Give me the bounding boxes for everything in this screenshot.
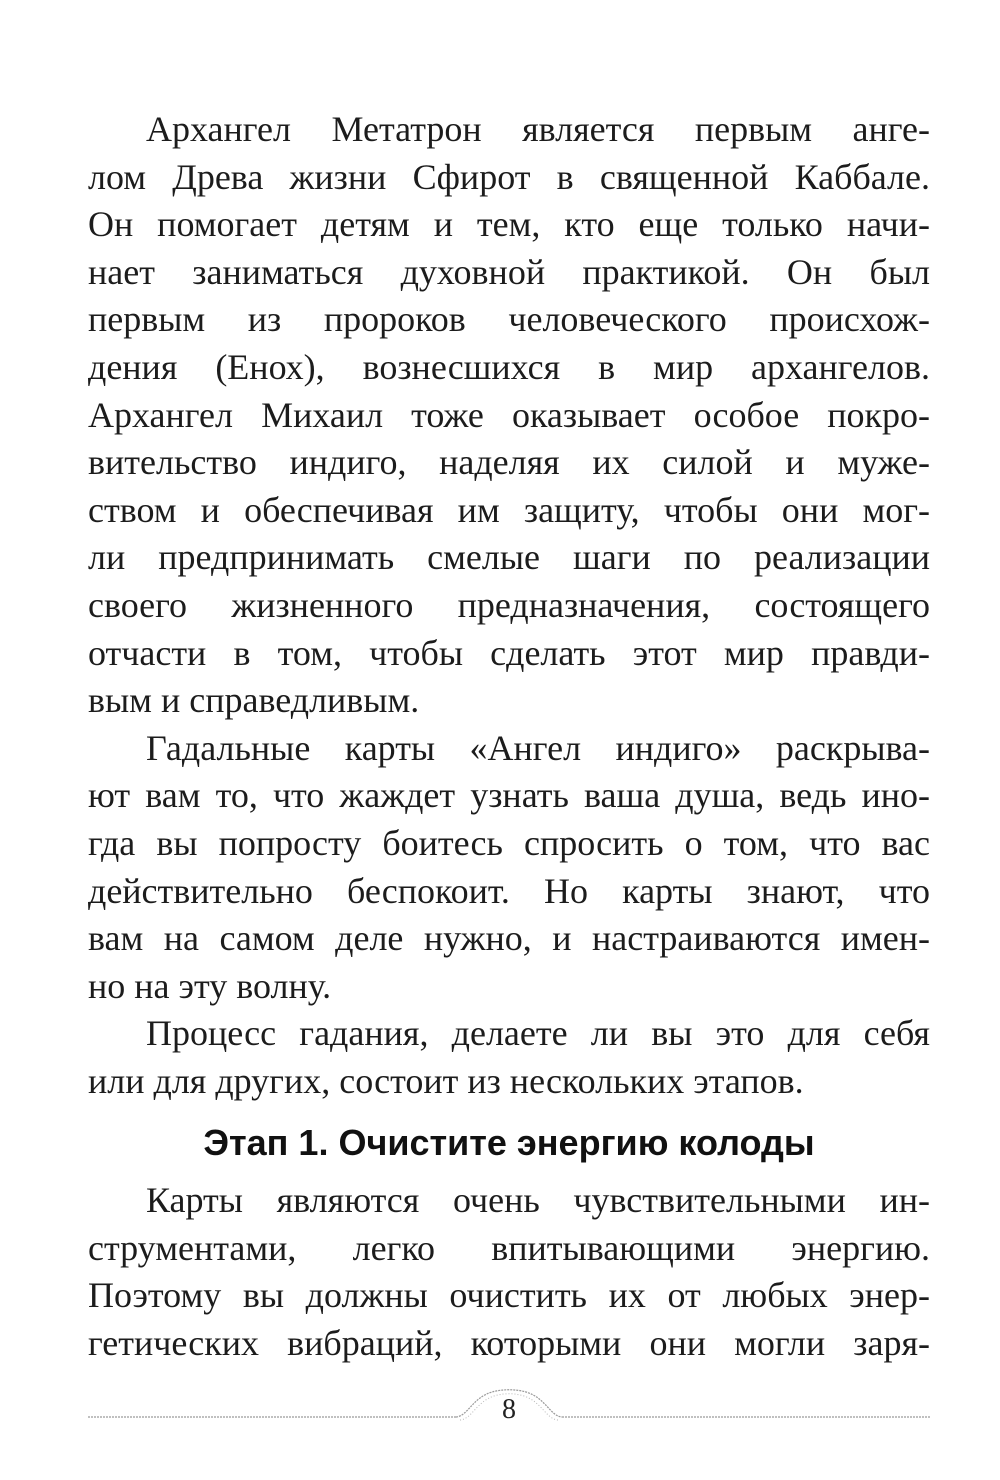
text-line: струментами, легко впитывающими энергию. <box>88 1227 930 1268</box>
section-heading: Этап 1. Очистите энергию колоды <box>203 1122 815 1163</box>
text-line: отчасти в том, чтобы сделать этот мир правди- <box>88 632 930 673</box>
text-line: своего жизненного предназначения, состоящего <box>88 584 930 625</box>
text-line: ли предпринимать смелые шаги по реализации <box>88 537 930 578</box>
text-line: вительство индиго, наделяя их силой и муже- <box>88 442 930 483</box>
text-line: Процесс гадания, делаете ли вы это для себя <box>146 1013 930 1054</box>
text-line: гетических вибраций, которыми они могли заря- <box>88 1322 930 1363</box>
text-line: гда вы попросту боитесь спросить о том, что вас <box>88 822 930 863</box>
page-number: 8 <box>502 1394 516 1425</box>
text-line: дения (Енох), вознесшихся в мир архангелов. <box>88 346 930 387</box>
text-line: Гадальные карты «Ангел индиго» раскрыва- <box>146 727 930 768</box>
text-line: или для других, состоит из нескольких этапов. <box>88 1060 804 1101</box>
text-line: первым из пророков человеческого происхож- <box>88 299 930 340</box>
text-line: нает заниматься духовной практикой. Он был <box>88 251 930 292</box>
text-line: вам на самом деле нужно, и настраиваются имен- <box>88 918 930 959</box>
body-text <box>88 106 930 1105</box>
text-line: ством и обеспечивая им защиту, чтобы они мог- <box>88 489 930 530</box>
text-line: лом Древа жизни Сфирот в священной Каббале. <box>88 156 930 197</box>
text-line: ют вам то, что жаждет узнать ваша душа, ведь ино- <box>88 775 930 816</box>
text-line: но на эту волну. <box>88 965 332 1006</box>
page-footer <box>88 1378 930 1438</box>
text-line: Архангел Михаил тоже оказывает особое покро- <box>88 394 930 435</box>
text-line: Поэтому вы должны очистить их от любых энер- <box>88 1275 930 1316</box>
text-line: Карты являются очень чувствительными ин- <box>146 1180 930 1220</box>
text-line: действительно беспокоит. Но карты знают, что <box>88 870 930 911</box>
text-line: Архангел Метатрон является первым анге- <box>146 109 930 149</box>
section-text <box>88 1177 930 1367</box>
text-line: вым и справедливым. <box>88 680 420 721</box>
text-line: Он помогает детям и тем, кто еще только начи- <box>88 204 930 245</box>
